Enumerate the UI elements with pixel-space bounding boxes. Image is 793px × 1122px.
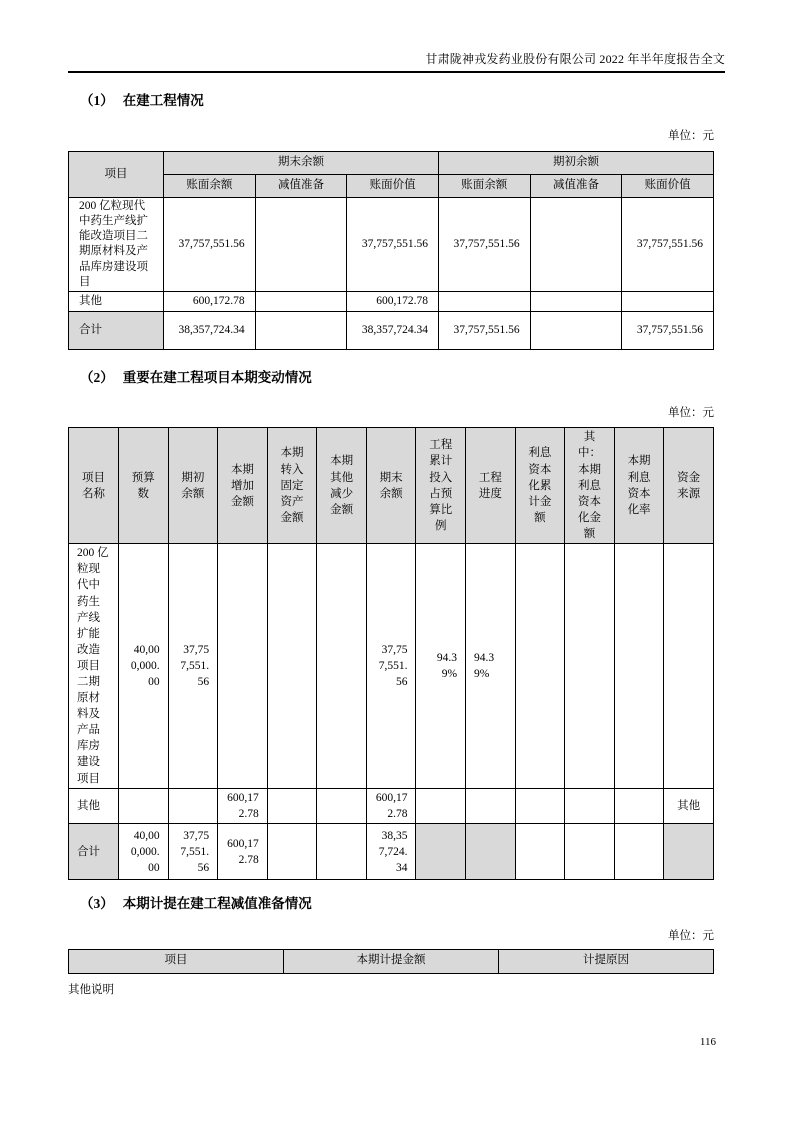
table-cell — [317, 788, 367, 823]
page-content — [68, 0, 725, 997]
column-header: 工程累计投入占预算比例 — [416, 428, 466, 544]
table-cell — [622, 291, 714, 311]
unit-label-1: 单位：元 — [668, 130, 714, 143]
column-header: 本期其他减少金额 — [317, 428, 367, 544]
table-cell — [515, 788, 565, 823]
section3-title: 本期计提在建工程减值准备情况 — [122, 896, 312, 912]
table-cell — [267, 788, 317, 823]
table-cell: 600,172.78 — [218, 788, 268, 823]
table-cell — [664, 543, 714, 788]
table-cell — [416, 824, 466, 880]
unit-label-2: 单位：元 — [668, 406, 714, 419]
table-cell: 其他 — [664, 788, 714, 823]
column-group-beginning: 期初余额 — [438, 151, 713, 174]
column-header: 账面余额 — [438, 174, 530, 197]
section2-title: 重要在建工程项目本期变动情况 — [122, 369, 312, 385]
table-cell — [255, 311, 347, 349]
table-row-other — [69, 788, 714, 823]
table-row-total — [69, 824, 714, 880]
table-row-project — [69, 543, 714, 788]
table-cell — [119, 788, 169, 823]
column-header: 账面价值 — [622, 174, 714, 197]
table-cell — [255, 291, 347, 311]
column-header: 项目 — [69, 949, 284, 973]
section1-heading — [80, 92, 725, 110]
table-header-row — [69, 428, 714, 544]
table-cell — [168, 788, 218, 823]
column-header: 资金来源 — [664, 428, 714, 544]
table-cell — [267, 543, 317, 788]
table-cell — [530, 197, 622, 291]
column-header: 利息资本化累计金额 — [515, 428, 565, 544]
table-cell: 38,357,724.34 — [347, 311, 439, 349]
impairment-table — [68, 949, 714, 974]
column-header: 减值准备 — [255, 174, 347, 197]
table-cell — [565, 824, 615, 880]
table-cell: 37,757,551.56 — [168, 824, 218, 880]
table-cell — [515, 543, 565, 788]
table-cell: 37,757,551.56 — [438, 197, 530, 291]
section3-number: （3） — [80, 896, 114, 912]
table-cell — [466, 788, 516, 823]
column-header: 本期利息资本化率 — [614, 428, 664, 544]
table-cell-row-label: 其他 — [69, 788, 119, 823]
table-cell: 600,172.78 — [164, 291, 256, 311]
table-cell: 37,757,551.56 — [622, 197, 714, 291]
table-cell — [317, 543, 367, 788]
table-cell — [317, 824, 367, 880]
table-cell: 37,757,551.56 — [164, 197, 256, 291]
table-cell-project-name: 200 亿粒现代中药生产线扩能改造项目二期原材料及产品库房建设项目 — [69, 197, 164, 291]
table-header-row — [69, 151, 714, 174]
section1-number: （1） — [80, 92, 114, 108]
table-cell — [438, 291, 530, 311]
column-header: 期初余额 — [168, 428, 218, 544]
table-cell: 37,757,551.56 — [622, 311, 714, 349]
column-header: 项目名称 — [69, 428, 119, 544]
section2-number: （2） — [80, 369, 114, 385]
cip-balance-table — [68, 151, 714, 350]
table-cell — [614, 824, 664, 880]
table-cell: 40,000,000.00 — [119, 543, 169, 788]
column-header: 账面余额 — [164, 174, 256, 197]
table-cell-total-label: 合计 — [69, 311, 164, 349]
table-cell-project-name: 200 亿粒现代中药生产线扩能改造项目二期原材料及产品库房建设项目 — [69, 543, 119, 788]
table-cell — [466, 824, 516, 880]
table-cell: 37,757,551.56 — [168, 543, 218, 788]
table-cell — [530, 311, 622, 349]
page-header-title: 甘肃陇神戎发药业股份有限公司 2022 年半年度报告全文 — [425, 52, 725, 66]
table-cell: 38,357,724.34 — [366, 824, 416, 880]
unit-label-3: 单位：元 — [668, 929, 714, 942]
table-cell — [565, 788, 615, 823]
table-cell: 38,357,724.34 — [164, 311, 256, 349]
column-header: 本期计提金额 — [284, 949, 499, 973]
table-cell: 94.39% — [466, 543, 516, 788]
header-rule — [68, 71, 725, 73]
table-row-total — [69, 311, 714, 349]
table-cell — [530, 291, 622, 311]
table-header-row — [69, 949, 714, 973]
cip-changes-table — [68, 427, 714, 880]
page-number: 116 — [699, 1036, 716, 1048]
table-cell — [565, 543, 615, 788]
table-subheader-row — [69, 174, 714, 197]
table-cell — [218, 543, 268, 788]
table-cell — [416, 788, 466, 823]
column-header: 账面价值 — [347, 174, 439, 197]
column-header: 工程进度 — [466, 428, 516, 544]
table-row-other — [69, 291, 714, 311]
section3-heading — [80, 895, 725, 913]
table-cell — [267, 824, 317, 880]
table-cell — [515, 824, 565, 880]
section1-title: 在建工程情况 — [122, 92, 204, 108]
column-header: 预算数 — [119, 428, 169, 544]
other-note-label: 其他说明 — [68, 983, 114, 996]
column-header-project: 项目 — [69, 151, 164, 197]
column-header: 其中：本期利息资本化金额 — [565, 428, 615, 544]
table-cell — [664, 824, 714, 880]
column-group-ending: 期末余额 — [164, 151, 439, 174]
table-cell — [614, 788, 664, 823]
table-cell: 600,172.78 — [218, 824, 268, 880]
table-row-project — [69, 197, 714, 291]
column-header: 本期转入固定资产金额 — [267, 428, 317, 544]
table-cell — [614, 543, 664, 788]
table-cell: 94.39% — [416, 543, 466, 788]
table-cell: 37,757,551.56 — [347, 197, 439, 291]
table-cell: 37,757,551.56 — [438, 311, 530, 349]
table-cell: 37,757,551.56 — [366, 543, 416, 788]
table-cell-row-label: 其他 — [69, 291, 164, 311]
table-cell-total-label: 合计 — [69, 824, 119, 880]
section2-heading — [80, 369, 725, 387]
table-cell: 600,172.78 — [366, 788, 416, 823]
column-header: 本期增加金额 — [218, 428, 268, 544]
table-cell — [255, 197, 347, 291]
column-header: 期末余额 — [366, 428, 416, 544]
column-header: 减值准备 — [530, 174, 622, 197]
column-header: 计提原因 — [499, 949, 714, 973]
table-cell: 40,000,000.00 — [119, 824, 169, 880]
table-cell: 600,172.78 — [347, 291, 439, 311]
